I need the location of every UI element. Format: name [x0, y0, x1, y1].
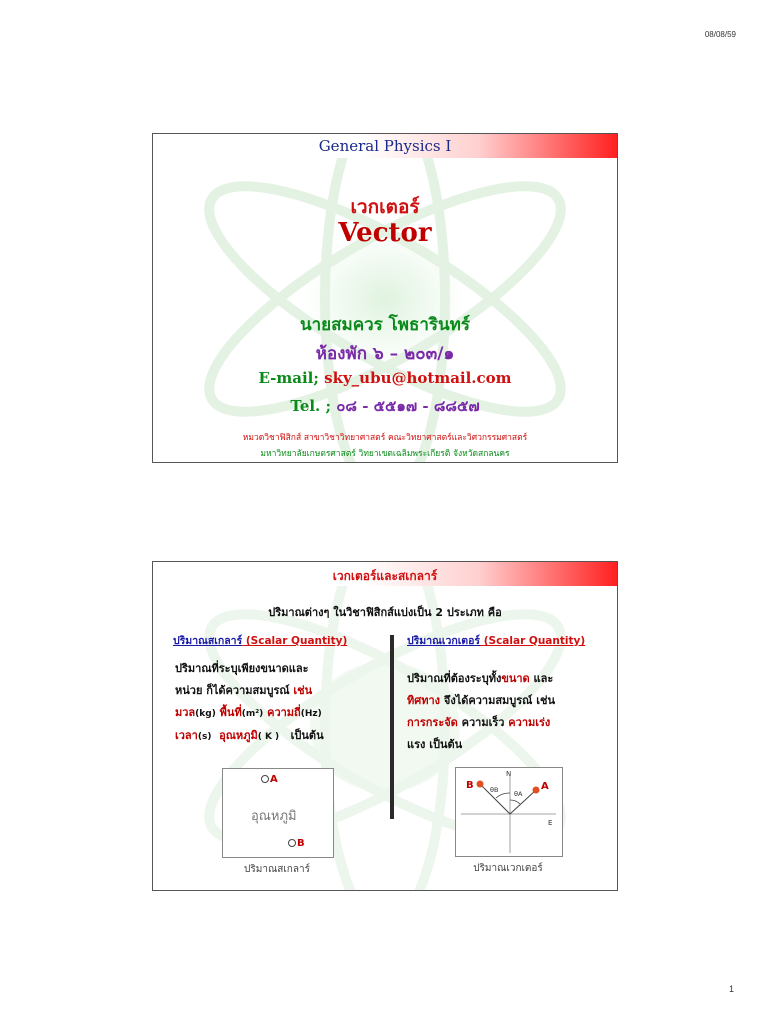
vector-heading — [407, 632, 585, 649]
tel-label: Tel. ; — [290, 397, 337, 415]
mass-term: มวล — [175, 706, 196, 719]
theta-a-label: θA — [514, 790, 523, 798]
theta-b-label: θB — [490, 786, 499, 794]
scalar-line4 — [175, 725, 380, 748]
temperature-unit: ( K ) — [257, 732, 280, 742]
page-number: 1 — [728, 984, 734, 994]
scalar-heading-thai: ปริมาณสเกลาร์ — [173, 635, 243, 647]
temperature-label: อุณหภูมิ — [251, 809, 297, 824]
slide2-title: เวกเตอร์และสเกลาร์ — [332, 569, 438, 583]
acceleration-term: ความเร่ง — [508, 716, 551, 729]
vector-line4: แรง เป็นต้น — [407, 738, 463, 751]
east-label: E — [548, 819, 553, 827]
scalar-heading-en: (Scalar Quantity) — [242, 635, 348, 647]
area-unit: (m²) — [241, 709, 264, 719]
time-unit: (s) — [197, 732, 212, 742]
vector-line2 — [407, 690, 612, 712]
slide-vector-scalar — [152, 561, 618, 891]
scalar-point-a-label: A — [270, 774, 278, 785]
slide-title-bar — [153, 562, 617, 586]
angle-a-arc — [510, 800, 520, 804]
lecturer-name: นายสมควร โพธารินทร์ — [299, 315, 471, 335]
scalar-point-b-label: B — [297, 838, 305, 849]
point-a-marker — [533, 787, 540, 794]
point-b-marker — [477, 781, 484, 788]
temperature-term: อุณหภูมิ — [219, 729, 258, 742]
title-thai: เวกเตอร์ — [350, 196, 420, 218]
email-line — [153, 369, 617, 387]
course-title: General Physics I — [318, 137, 452, 155]
scalar-line2 — [175, 680, 380, 702]
tel-number: ๐๘ - ๕๕๑๗ - ๘๘๕๗ — [336, 397, 480, 415]
velocity-term: ความเร็ว — [457, 716, 509, 729]
scalar-etc: เป็นต้น — [290, 729, 324, 742]
mass-unit: (kg) — [195, 709, 216, 719]
magnitude-term: ขนาด — [501, 672, 530, 685]
university: มหาวิทยาลัยเกษตรศาสตร์ วิทยาเขตเฉลิมพระเกียรติ จังหวัดสกลนคร — [260, 449, 510, 459]
vector-point-a-label: A — [541, 781, 549, 792]
slide-title — [152, 133, 618, 463]
email-address: sky_ubu@hotmail.com — [324, 369, 512, 387]
area-term: พื้นที่ — [219, 706, 242, 719]
vector-and: และ — [529, 672, 554, 685]
vector-definition — [407, 668, 612, 756]
direction-term: ทิศทาง — [407, 694, 441, 707]
scalar-line3 — [175, 702, 380, 725]
vector-heading-thai: ปริมาณเวกเตอร์ — [407, 635, 481, 647]
slide-title-bar — [153, 134, 617, 158]
scalar-figure — [222, 768, 334, 858]
scalar-line2-text: หน่วย ก็ได้ความสมบูรณ์ — [175, 684, 294, 697]
circle-icon — [288, 839, 296, 847]
vector-line3 — [407, 712, 612, 734]
vector-figure — [455, 767, 563, 857]
scalar-heading — [173, 632, 347, 649]
circle-icon — [261, 775, 269, 783]
scalar-point-b — [288, 838, 305, 849]
time-term: เวลา — [175, 729, 198, 742]
scalar-such-as: เช่น — [293, 684, 313, 697]
column-divider — [390, 635, 394, 819]
office-room: ห้องพัก ๖ – ๒๐๓/๑ — [315, 344, 455, 364]
intro-text: ปริมาณต่างๆ ในวิชาฟิสิกส์แบ่งเป็น 2 ประเภท คือ — [268, 606, 502, 619]
header-date: 08/08/59 — [704, 30, 736, 39]
scalar-definition — [175, 658, 380, 748]
email-label: E-mail; — [258, 369, 325, 387]
vector-point-b-label: B — [466, 780, 474, 791]
north-label: N — [506, 770, 512, 778]
department: หมวดวิชาฟิสิกส์ สาขาวิชาวิทยาศาสตร์ คณะวิทยาศาสตร์และวิศวกรรมศาสตร์ — [242, 433, 528, 443]
vector-line1 — [407, 668, 612, 690]
scalar-point-a — [261, 774, 278, 785]
frequency-unit: (Hz) — [300, 709, 322, 719]
scalar-line1: ปริมาณที่ระบุเพียงขนาดและ — [175, 662, 309, 675]
vector-caption: ปริมาณเวกเตอร์ — [473, 863, 543, 874]
vector-heading-en: (Scalar Quantity) — [480, 635, 586, 647]
displacement-term: การกระจัด — [407, 716, 458, 729]
frequency-term: ความถี่ — [267, 706, 301, 719]
title-english: Vector — [338, 218, 432, 248]
vector-line1-text: ปริมาณที่ต้องระบุทั้ง — [407, 672, 502, 685]
vector-line2-text: จึงได้ความสมบูรณ์ เช่น — [440, 694, 555, 707]
tel-line — [153, 394, 617, 418]
vector-diagram — [456, 768, 562, 856]
scalar-caption: ปริมาณสเกลาร์ — [244, 864, 310, 875]
